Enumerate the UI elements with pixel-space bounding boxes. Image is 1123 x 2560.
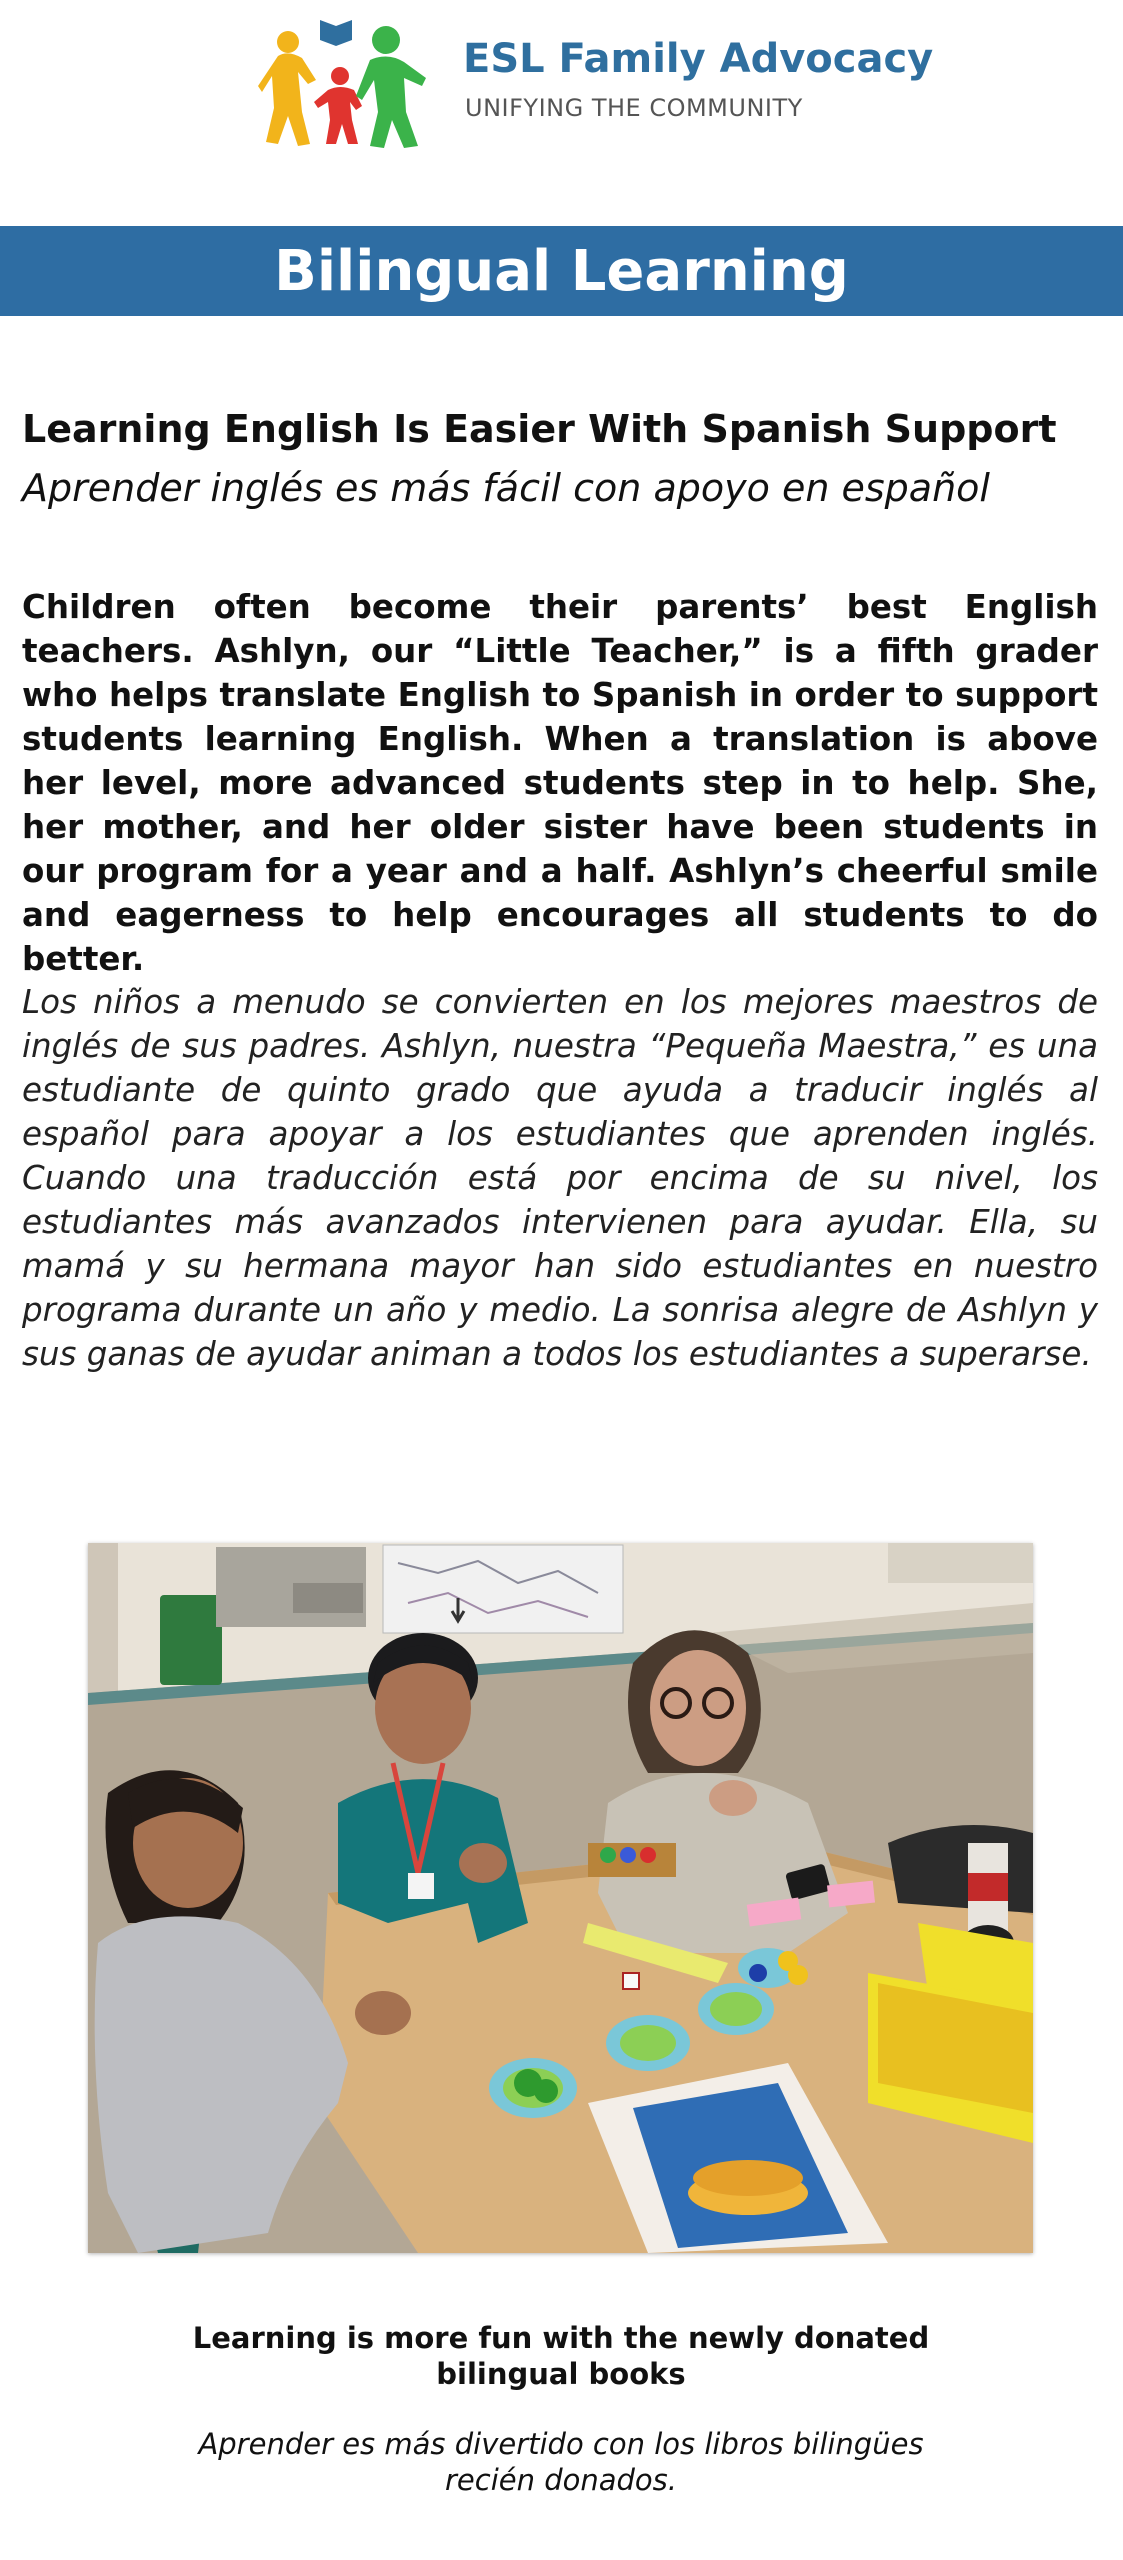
classroom-photo (88, 1543, 1033, 2253)
family-book-icon (258, 16, 438, 152)
banner-title: Bilingual Learning (274, 238, 849, 304)
logo-subtitle: UNIFYING THE COMMUNITY (465, 94, 803, 122)
paragraph-spanish: Los niños a menudo se convierten en los mejores maestros de inglés de sus padres. Ashlyn, nuestra “Pequeña Maestra,” es una estudiante de quinto grado que ayuda a traducir inglés al español para apoyar a los estudiantes que aprenden inglés. Cuando una traducción está por encima de su nivel, los estudiantes más avanzados intervienen para ayudar. Ella, su mamá y su hermana mayor han sido estudiantes en nuestro programa durante un año y medio. La sonrisa alegre de Ashlyn y sus ganas de ayudar animan a todos los estudiantes a superarse. (22, 983, 1098, 1373)
section-banner (0, 226, 1123, 316)
heading-english: Learning English Is Easier With Spanish Support (22, 407, 1057, 451)
classroom-scene (88, 1543, 1033, 2253)
logo (258, 16, 934, 152)
caption-english: Learning is more fun with the newly donated bilingual books (192, 2321, 930, 2391)
heading-spanish: Aprender inglés es más fácil con apoyo en español (22, 466, 990, 510)
caption-spanish: Aprender es más divertido con los libros bilingües recién donados. (198, 2427, 924, 2497)
logo-title: ESL Family Advocacy (463, 36, 934, 82)
paragraph-english: Children often become their parents’ best English teachers. Ashlyn, our “Little Teacher,” is a fifth grader who helps translate English to Spanish in order to support students learning English. When a translation is above her level, more advanced students step in to help. She, her mother, and her older sister have been students in our program for a year and a half. Ashlyn’s cheerful smile and eagerness to help encourages all students to do better. (22, 588, 1098, 978)
